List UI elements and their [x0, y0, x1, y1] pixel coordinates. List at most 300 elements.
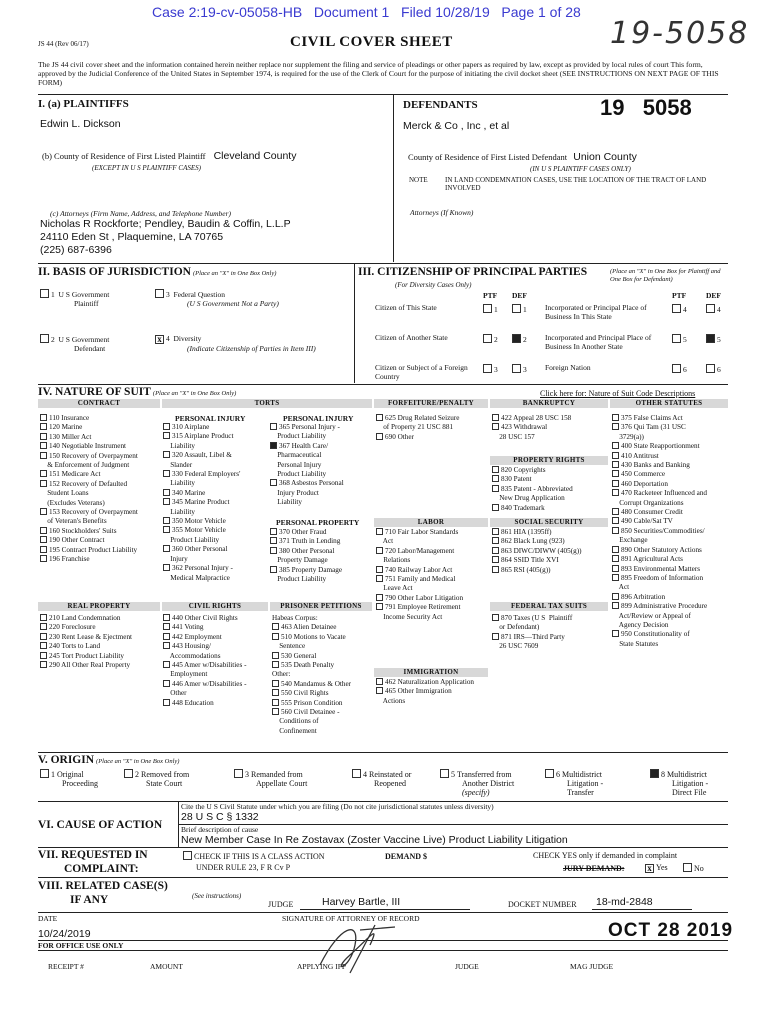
checkbox-checked[interactable]: x [155, 335, 164, 344]
list-item[interactable] [376, 547, 488, 556]
checkbox[interactable] [492, 475, 499, 482]
list-item[interactable] [272, 708, 372, 717]
list-item[interactable] [272, 717, 372, 726]
checkbox[interactable] [163, 564, 170, 571]
checkbox[interactable] [272, 623, 279, 630]
checkbox[interactable] [512, 304, 521, 313]
list-item[interactable] [270, 489, 375, 498]
list-item[interactable] [612, 517, 728, 526]
checkbox[interactable] [492, 504, 499, 511]
list-item[interactable] [163, 526, 271, 535]
list-item[interactable] [492, 642, 608, 651]
list-item[interactable] [612, 527, 728, 536]
checkbox[interactable] [40, 652, 47, 659]
checkbox[interactable] [163, 699, 170, 706]
list-item[interactable] [163, 498, 271, 507]
origin-option-6[interactable] [545, 769, 603, 797]
list-item[interactable] [492, 623, 608, 632]
checkbox[interactable] [40, 452, 47, 459]
list-item[interactable] [163, 652, 269, 661]
ptf-option[interactable] [483, 364, 498, 375]
checkbox[interactable] [376, 678, 383, 685]
checkbox[interactable] [272, 680, 279, 687]
checkbox[interactable] [272, 652, 279, 659]
checkbox[interactable] [163, 680, 170, 687]
list-item[interactable] [40, 423, 160, 432]
jurisdiction-option-4[interactable] [155, 334, 316, 353]
list-item[interactable] [40, 642, 160, 651]
checkbox[interactable] [272, 689, 279, 696]
ptf-option[interactable] [483, 334, 498, 345]
list-item[interactable] [40, 661, 160, 670]
list-item[interactable] [272, 699, 372, 708]
checkbox[interactable] [163, 498, 170, 505]
citizenship-right-row [545, 304, 663, 321]
list-item[interactable] [270, 575, 375, 584]
checkbox[interactable] [612, 565, 619, 572]
checkbox[interactable] [612, 508, 619, 515]
related-instructions: (See instructions) [192, 892, 242, 900]
checkbox[interactable] [40, 480, 47, 487]
list-item[interactable] [612, 583, 728, 592]
list-item[interactable] [40, 555, 160, 564]
list-item[interactable] [492, 614, 608, 623]
list-item[interactable] [272, 689, 372, 698]
list-item[interactable] [492, 423, 608, 432]
list-item[interactable] [376, 603, 488, 612]
ptf-option-right[interactable] [672, 304, 687, 315]
list-item[interactable] [612, 470, 728, 479]
checkbox[interactable] [40, 614, 47, 621]
checkbox[interactable] [376, 433, 383, 440]
checkbox[interactable] [492, 614, 499, 621]
def-option-right[interactable] [706, 334, 721, 345]
list-item[interactable] [376, 594, 488, 603]
checkbox[interactable] [40, 536, 47, 543]
checkbox[interactable] [40, 633, 47, 640]
list-item[interactable] [163, 661, 269, 670]
list-item[interactable] [163, 555, 271, 564]
checkbox[interactable] [612, 574, 619, 581]
checkbox[interactable] [612, 527, 619, 534]
ptf-option-right[interactable] [672, 364, 687, 375]
list-item-label: 385 Property Damage [279, 565, 343, 574]
list-item[interactable] [270, 423, 375, 432]
checkbox[interactable] [612, 489, 619, 496]
checkbox[interactable] [40, 289, 49, 298]
checkbox[interactable] [163, 614, 170, 621]
checkbox[interactable] [40, 508, 47, 515]
checkbox[interactable] [163, 432, 170, 439]
checkbox[interactable] [40, 769, 49, 778]
list-item[interactable] [376, 528, 488, 537]
list-item[interactable] [270, 566, 375, 575]
checkbox[interactable] [376, 547, 383, 554]
list-item[interactable] [163, 614, 269, 623]
list-item[interactable] [492, 528, 608, 537]
checkbox[interactable] [40, 661, 47, 668]
def-option[interactable] [512, 304, 527, 315]
def-option[interactable] [512, 334, 527, 345]
list-item-label: Act [376, 537, 394, 546]
list-item[interactable] [163, 670, 269, 679]
checkbox[interactable] [40, 414, 47, 421]
checkbox[interactable] [492, 556, 499, 563]
list-item[interactable] [612, 414, 728, 423]
list-item[interactable] [40, 499, 160, 508]
list-item[interactable] [612, 452, 728, 461]
list-item[interactable] [272, 661, 372, 670]
list-item[interactable] [40, 489, 160, 498]
personal-injury-header-2: PERSONAL INJURY [283, 414, 354, 423]
list-item[interactable] [40, 480, 160, 489]
checkbox[interactable] [270, 528, 277, 535]
checkbox[interactable] [672, 334, 681, 343]
checkbox[interactable] [40, 642, 47, 649]
jurisdiction-option-2[interactable] [40, 334, 109, 353]
checkbox[interactable] [40, 470, 47, 477]
checkbox[interactable] [376, 566, 383, 573]
list-item[interactable] [492, 475, 608, 484]
checkbox[interactable] [483, 334, 492, 343]
list-item[interactable] [163, 489, 271, 498]
checkbox[interactable] [40, 546, 47, 553]
checkbox[interactable] [234, 769, 243, 778]
checkbox[interactable] [612, 630, 619, 637]
list-item[interactable] [270, 556, 375, 565]
list-item[interactable] [612, 489, 728, 498]
list-item[interactable] [612, 423, 728, 432]
jurisdiction-option-1[interactable] [40, 289, 109, 308]
list-item[interactable] [612, 640, 728, 649]
list-item[interactable] [376, 613, 488, 622]
checkbox[interactable] [163, 423, 170, 430]
checkbox[interactable] [492, 485, 499, 492]
list-item[interactable] [612, 602, 728, 611]
ptf-option[interactable] [483, 304, 498, 315]
checkbox[interactable] [163, 451, 170, 458]
rule-label: UNDER RULE 23, F R Cv P [196, 863, 291, 872]
list-item[interactable] [612, 499, 728, 508]
list-item[interactable] [40, 508, 160, 517]
checkbox-checked[interactable] [650, 769, 659, 778]
list-item[interactable] [492, 466, 608, 475]
checkbox[interactable] [612, 593, 619, 600]
list-item[interactable] [40, 536, 160, 545]
list-item-label: Liability [163, 441, 195, 450]
list-item[interactable] [272, 670, 372, 679]
list-item[interactable] [376, 566, 488, 575]
checkbox[interactable] [376, 575, 383, 582]
list-item[interactable] [270, 432, 375, 441]
checkbox[interactable] [163, 470, 170, 477]
list-item[interactable] [163, 623, 269, 632]
checkbox[interactable] [612, 442, 619, 449]
list-item[interactable] [376, 423, 488, 432]
list-item[interactable] [492, 485, 608, 494]
list-item[interactable] [163, 517, 271, 526]
list-item[interactable] [270, 498, 375, 507]
list-item-label: 310 Airplane [172, 423, 210, 431]
list-item[interactable] [376, 678, 488, 687]
checkbox[interactable] [683, 863, 692, 872]
list-item[interactable] [163, 545, 271, 554]
checkbox[interactable] [612, 470, 619, 477]
list-item[interactable] [376, 697, 488, 706]
list-item[interactable] [270, 451, 375, 460]
checkbox[interactable] [492, 633, 499, 640]
checkbox[interactable] [270, 423, 277, 430]
list-item[interactable] [376, 687, 488, 696]
checkbox[interactable] [612, 414, 619, 421]
checkbox[interactable] [492, 566, 499, 573]
list-item-label: Liability [270, 498, 302, 507]
list-item[interactable] [40, 614, 160, 623]
checkbox[interactable] [352, 769, 361, 778]
list-item[interactable] [40, 623, 160, 632]
list-item[interactable] [492, 633, 608, 642]
list-item-label: 861 HIA (1395ff) [501, 528, 552, 536]
checkbox[interactable] [612, 555, 619, 562]
checkbox[interactable] [483, 364, 492, 373]
checkbox[interactable] [163, 489, 170, 496]
origin-option-8[interactable] [650, 769, 708, 797]
list-item[interactable] [612, 565, 728, 574]
list-item[interactable] [376, 433, 488, 442]
origin-label: Multidistrict [667, 770, 707, 779]
checkbox[interactable] [183, 851, 192, 860]
checkbox[interactable] [40, 527, 47, 534]
checkbox[interactable] [272, 699, 279, 706]
checkbox[interactable] [376, 414, 383, 421]
class-action-check[interactable] [183, 851, 325, 861]
checkbox[interactable] [272, 661, 279, 668]
checkbox[interactable] [612, 546, 619, 553]
list-item[interactable] [272, 680, 372, 689]
checkbox[interactable] [612, 517, 619, 524]
receipt-label: RECEIPT # [48, 962, 84, 971]
checkbox[interactable] [272, 633, 279, 640]
list-item[interactable] [270, 470, 375, 479]
checkbox[interactable] [376, 528, 383, 535]
list-item[interactable] [612, 480, 728, 489]
checkbox[interactable] [492, 414, 499, 421]
checkbox[interactable] [163, 623, 170, 630]
list-item[interactable] [270, 537, 375, 546]
list-item[interactable] [163, 642, 269, 651]
checkbox[interactable] [612, 452, 619, 459]
checkbox[interactable] [163, 661, 170, 668]
list-item[interactable] [40, 414, 160, 423]
list-item[interactable] [272, 633, 372, 642]
checkbox[interactable] [163, 545, 170, 552]
checkbox-checked[interactable]: x [645, 864, 654, 873]
list-item[interactable] [40, 652, 160, 661]
list-item[interactable] [163, 442, 271, 451]
list-item[interactable] [163, 633, 269, 642]
jury-no[interactable] [683, 863, 704, 873]
checkbox[interactable] [163, 517, 170, 524]
list-item[interactable] [612, 508, 728, 517]
checkbox[interactable] [672, 304, 681, 313]
list-item[interactable] [492, 566, 608, 575]
list-item[interactable] [270, 528, 375, 537]
checkbox[interactable] [163, 642, 170, 649]
origin-option-1[interactable] [40, 769, 98, 788]
checkbox[interactable] [163, 526, 170, 533]
list-item[interactable] [40, 470, 160, 479]
checkbox[interactable] [124, 769, 133, 778]
list-item[interactable] [40, 461, 160, 470]
list-item[interactable] [612, 461, 728, 470]
list-item[interactable] [272, 642, 372, 651]
list-item[interactable] [40, 527, 160, 536]
list-item[interactable] [612, 555, 728, 564]
list-item[interactable] [492, 556, 608, 565]
list-item[interactable] [612, 593, 728, 602]
list-item[interactable] [492, 414, 608, 423]
list-item[interactable] [612, 574, 728, 583]
plaintiff-except: (EXCEPT IN U S PLAINTIFF CASES) [92, 164, 201, 172]
checkbox[interactable] [376, 687, 383, 694]
ptf-option-right[interactable] [672, 334, 687, 345]
origin-label: Transferred from [457, 770, 512, 779]
list-item[interactable] [376, 584, 488, 593]
list-item[interactable] [270, 442, 375, 451]
list-item[interactable] [612, 612, 728, 621]
list-item[interactable] [163, 479, 271, 488]
def-option-right[interactable] [706, 364, 721, 375]
checkbox[interactable] [272, 708, 279, 715]
list-item[interactable] [272, 652, 372, 661]
list-item[interactable] [492, 537, 608, 546]
checkbox[interactable] [612, 423, 619, 430]
origin-option-4[interactable] [352, 769, 411, 788]
list-item[interactable] [612, 536, 728, 545]
option-sub: Defendant [74, 344, 106, 353]
list-item-label: 375 False Claims Act [621, 414, 683, 422]
list-item[interactable] [163, 508, 271, 517]
list-item-label: Liability [163, 507, 195, 516]
list-item[interactable] [612, 442, 728, 451]
list-item[interactable] [492, 433, 608, 442]
checkbox[interactable] [706, 364, 715, 373]
list-item[interactable] [163, 461, 271, 470]
checkbox[interactable] [40, 423, 47, 430]
list-item[interactable] [272, 614, 372, 623]
list-item[interactable] [270, 547, 375, 556]
checkbox-checked[interactable] [512, 334, 521, 343]
checkbox[interactable] [270, 537, 277, 544]
list-item[interactable] [163, 470, 271, 479]
checkbox[interactable] [270, 547, 277, 554]
checkbox[interactable] [40, 442, 47, 449]
checkbox[interactable] [40, 623, 47, 630]
list-item[interactable] [163, 699, 269, 708]
jurisdiction-option-3[interactable] [155, 289, 279, 308]
list-item[interactable] [612, 546, 728, 555]
list-item[interactable] [270, 479, 375, 488]
checkbox[interactable] [376, 594, 383, 601]
list-item[interactable] [376, 556, 488, 565]
checkbox[interactable] [40, 334, 49, 343]
list-item[interactable] [163, 574, 271, 583]
checkbox-checked[interactable] [706, 334, 715, 343]
list-item[interactable] [40, 442, 160, 451]
list-item[interactable] [492, 547, 608, 556]
list-item[interactable] [270, 461, 375, 470]
list-item[interactable] [40, 546, 160, 555]
list-item[interactable] [163, 536, 271, 545]
list-item[interactable] [492, 494, 608, 503]
checkbox[interactable] [40, 555, 47, 562]
nature-code-link[interactable]: Click here for: Nature of Suit Code Descriptions [540, 389, 696, 398]
list-item-label: 140 Negotiable Instrument [49, 442, 127, 451]
checkbox[interactable] [706, 304, 715, 313]
checkbox[interactable] [40, 433, 47, 440]
list-item[interactable] [163, 451, 271, 460]
checkbox[interactable] [155, 289, 164, 298]
origin-option-2[interactable] [124, 769, 189, 788]
checkbox[interactable] [492, 423, 499, 430]
checkbox[interactable] [376, 603, 383, 610]
checkbox[interactable] [492, 466, 499, 473]
jury-yes[interactable] [645, 863, 668, 873]
list-item-label: Liability [163, 479, 195, 488]
checkbox[interactable] [612, 461, 619, 468]
def-option-right[interactable] [706, 304, 721, 315]
list-item[interactable] [612, 433, 728, 442]
list-item[interactable] [163, 680, 269, 689]
def-option[interactable] [512, 364, 527, 375]
list-item[interactable] [163, 564, 271, 573]
origin-option-3[interactable] [234, 769, 307, 788]
checkbox[interactable] [270, 566, 277, 573]
checkbox[interactable] [492, 547, 499, 554]
list-item[interactable] [612, 621, 728, 630]
list-item[interactable] [376, 575, 488, 584]
origin-option-5[interactable] [440, 769, 514, 797]
checkbox[interactable] [672, 364, 681, 373]
checkbox[interactable] [163, 633, 170, 640]
list-item[interactable] [163, 432, 271, 441]
list-item[interactable] [376, 414, 488, 423]
checkbox[interactable] [270, 479, 277, 486]
list-item[interactable] [492, 504, 608, 513]
checkbox[interactable] [545, 769, 554, 778]
checkbox-checked[interactable] [270, 442, 277, 449]
list-item[interactable] [40, 452, 160, 461]
checkbox[interactable] [483, 304, 492, 313]
checkbox[interactable] [612, 480, 619, 487]
list-item[interactable] [272, 727, 372, 736]
checkbox[interactable] [492, 528, 499, 535]
list-item[interactable] [376, 537, 488, 546]
list-item[interactable] [40, 633, 160, 642]
list-item[interactable] [163, 689, 269, 698]
plaintiff-county-value: Cleveland County [213, 150, 297, 162]
list-item[interactable] [272, 623, 372, 632]
list-item[interactable] [163, 423, 271, 432]
list-item[interactable] [612, 630, 728, 639]
list-item[interactable] [40, 433, 160, 442]
list-item[interactable] [40, 517, 160, 526]
checkbox[interactable] [492, 537, 499, 544]
checkbox[interactable] [512, 364, 521, 373]
checkbox[interactable] [440, 769, 449, 778]
checkbox[interactable] [612, 602, 619, 609]
list-item-label: 28 USC 157 [492, 432, 535, 441]
